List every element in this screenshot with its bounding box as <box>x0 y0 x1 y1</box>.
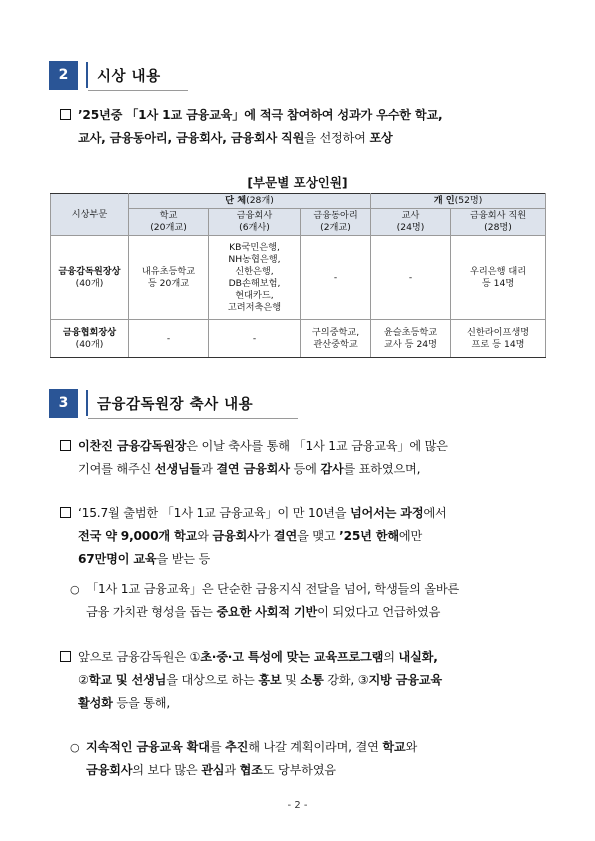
section-3-sub-bullet-2: ○ 지속적인 금융교육 확대를 추진해 나갈 계획이라며, 결연 학교와 금융회사의 보다 많은 관심과 협조도 당부하였음 <box>70 736 550 782</box>
header-col-school: 학교 (20개교) <box>129 209 209 236</box>
circle-bullet-icon: ○ <box>70 583 80 596</box>
section-underline <box>88 90 188 91</box>
table-cell: 윤슬초등학교 교사 등 24명 <box>371 320 451 358</box>
section-divider <box>86 390 88 416</box>
section-2-header <box>49 60 161 90</box>
table-cell: - <box>129 320 209 358</box>
header-group-organization: 단 체(28개) <box>129 194 371 209</box>
table-cell: 우리은행 대리 등 14명 <box>451 236 546 320</box>
checkbox-square-icon <box>60 440 71 451</box>
section-title: 금융감독원장 축사 내용 <box>97 396 254 413</box>
header-category: 시상부문 <box>51 194 129 236</box>
section-2-paragraph: ’25년중 「1사 1교 금융교육」에 적극 참여하여 성과가 우수한 학교, 교사, 금융동아리, 금융회사, 금융회사 직원을 선정하여 포상 <box>60 104 550 150</box>
section-3-paragraph-2: ‘15.7월 출범한 「1사 1교 금융교육」이 만 10년을 넘어서는 과정에서 전국 약 9,000개 학교와 금융회사가 결연을 맺고 ’25년 한해에만 67만명이 교육을 받는 등 <box>60 502 550 571</box>
header-col-staff: 금융회사 직원 (28명) <box>451 209 546 236</box>
row-category: 금융감독원장상 (40개) <box>51 236 129 320</box>
section-3-header <box>49 388 253 418</box>
awards-table <box>50 193 546 358</box>
section-number-badge: 3 <box>49 389 78 418</box>
row-category: 금융협회장상 (40개) <box>51 320 129 358</box>
header-col-financial-company: 금융회사 (6개사) <box>209 209 301 236</box>
section-3-paragraph-3: 앞으로 금융감독원은 ①초·중·고 특성에 맞는 교육프로그램의 내실화, ②학교 및 선생님을 대상으로 하는 홍보 및 소통 강화, ③지방 금융교육 활성화 등을 통해, <box>60 646 550 715</box>
table-cell: 구의중학교, 관산중학교 <box>301 320 371 358</box>
page-number: - 2 - <box>287 800 308 811</box>
table-row <box>51 320 546 358</box>
section-3-paragraph-1: 이찬진 금융감독원장은 이날 축사를 통해 「1사 1교 금융교육」에 많은 기여를 해주신 선생님들과 결연 금융회사 등에 감사를 표하였으며, <box>60 435 550 481</box>
table-cell: - <box>371 236 451 320</box>
table-cell: 내유초등학교 등 20개교 <box>129 236 209 320</box>
checkbox-square-icon <box>60 651 71 662</box>
section-number-badge: 2 <box>49 61 78 90</box>
header-group-individual: 개 인(52명) <box>371 194 546 209</box>
table-cell: 신한라이프생명 프로 등 14명 <box>451 320 546 358</box>
checkbox-square-icon <box>60 109 71 120</box>
table-cell: - <box>301 236 371 320</box>
table-row <box>51 236 546 320</box>
header-col-teacher: 교사 (24명) <box>371 209 451 236</box>
table-cell: - <box>209 320 301 358</box>
section-underline <box>88 418 298 419</box>
circle-bullet-icon: ○ <box>70 741 80 754</box>
section-title: 시상 내용 <box>97 68 161 85</box>
table-title: [부문별 포상인원] <box>247 175 348 190</box>
header-col-finance-club: 금융동아리 (2개교) <box>301 209 371 236</box>
section-3-sub-bullet-1: ○ 「1사 1교 금융교육」은 단순한 금융지식 전달을 넘어, 학생들의 올바른 금융 가치관 형성을 돕는 중요한 사회적 기반이 되었다고 언급하였음 <box>70 578 550 624</box>
table-cell: KB국민은행, NH농협은행, 신한은행, DB손해보험, 현대카드, 고려저축은행 <box>209 236 301 320</box>
checkbox-square-icon <box>60 507 71 518</box>
section-divider <box>86 62 88 88</box>
